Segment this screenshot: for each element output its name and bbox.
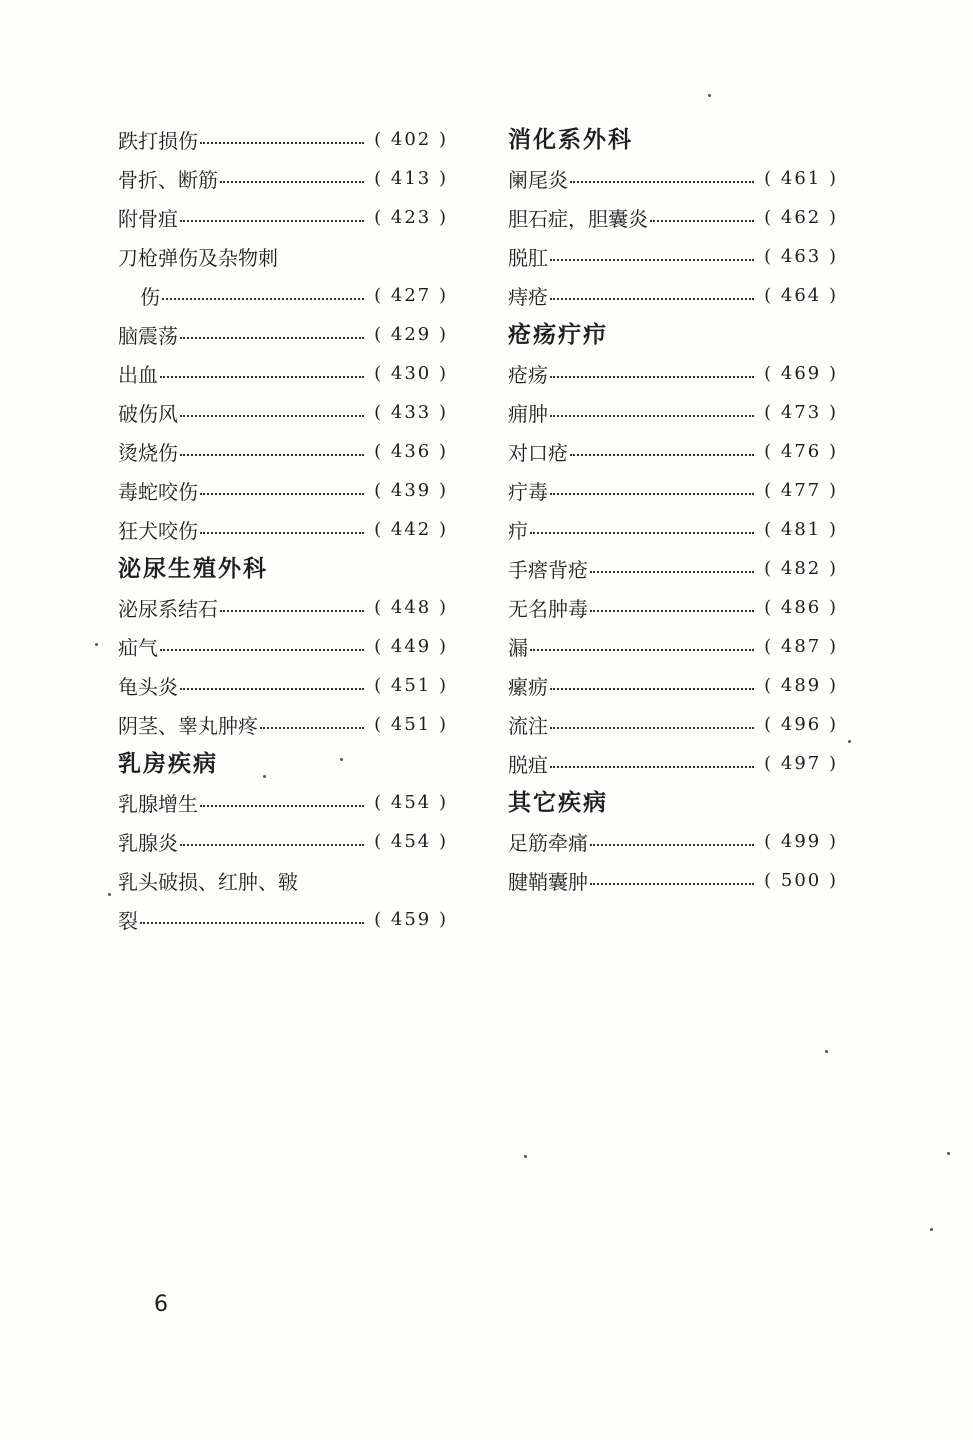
dot-leader: [570, 181, 754, 183]
toc-entry[interactable]: [118, 861, 448, 900]
toc-entry[interactable]: [118, 276, 448, 315]
toc-entry[interactable]: [508, 549, 838, 588]
toc-entry[interactable]: [118, 588, 448, 627]
entry-title: 手瘩背疮: [508, 558, 588, 582]
toc-entry[interactable]: [118, 822, 448, 861]
scan-speck: [263, 775, 266, 778]
entry-page-number: ( 459 ): [374, 909, 448, 930]
entry-page-number: ( 477 ): [764, 480, 838, 501]
entry-page-number: ( 427 ): [374, 285, 448, 306]
entry-title: 刀枪弹伤及杂物刺: [118, 246, 278, 270]
entry-title: 乳腺炎: [118, 831, 178, 855]
toc-entry[interactable]: [508, 627, 838, 666]
toc-entry[interactable]: [118, 432, 448, 471]
entry-title: 阑尾炎: [508, 168, 568, 192]
entry-title: 漏: [508, 636, 528, 660]
scan-speck: [825, 1050, 828, 1053]
toc-entry[interactable]: [508, 588, 838, 627]
dot-leader: [550, 727, 754, 729]
toc-entry[interactable]: [118, 900, 448, 939]
toc-entry[interactable]: [118, 393, 448, 432]
entry-title: 狂犬咬伤: [118, 519, 198, 543]
entry-page-number: ( 448 ): [374, 597, 448, 618]
dot-leader: [550, 688, 754, 690]
toc-entry[interactable]: [118, 315, 448, 354]
entry-title: 跌打损伤: [118, 129, 198, 153]
dot-leader: [220, 181, 364, 183]
toc-entry[interactable]: [508, 432, 838, 471]
entry-page-number: ( 429 ): [374, 324, 448, 345]
dot-leader: [180, 844, 364, 846]
dot-leader: [550, 415, 754, 417]
dot-leader: [200, 805, 364, 807]
entry-page-number: ( 489 ): [764, 675, 838, 696]
dot-leader: [550, 376, 754, 378]
dot-leader: [550, 493, 754, 495]
entry-title: 流注: [508, 714, 548, 738]
entry-page-number: ( 451 ): [374, 675, 448, 696]
entry-title: 伤: [140, 285, 160, 309]
entry-page-number: ( 413 ): [374, 168, 448, 189]
dot-leader: [200, 142, 364, 144]
dot-leader: [550, 298, 754, 300]
entry-title: 疮疡: [508, 363, 548, 387]
entry-page-number: ( 469 ): [764, 363, 838, 384]
entry-title: 足筋牵痛: [508, 831, 588, 855]
entry-title: 阴茎、睾丸肿疼: [118, 714, 258, 738]
scan-speck: [95, 643, 98, 646]
entry-title: 烫烧伤: [118, 441, 178, 465]
entry-title: 破伤风: [118, 402, 178, 426]
entry-title: 裂: [118, 909, 138, 933]
scan-speck: [947, 1152, 950, 1155]
toc-entry[interactable]: [508, 237, 838, 276]
entry-page-number: ( 473 ): [764, 402, 838, 423]
entry-title: 脑震荡: [118, 324, 178, 348]
entry-page-number: ( 454 ): [374, 792, 448, 813]
page-number: 6: [154, 1292, 168, 1317]
dot-leader: [590, 883, 754, 885]
entry-page-number: ( 499 ): [764, 831, 838, 852]
entry-page-number: ( 487 ): [764, 636, 838, 657]
entry-page-number: ( 454 ): [374, 831, 448, 852]
dot-leader: [180, 688, 364, 690]
dot-leader: [570, 454, 754, 456]
entry-page-number: ( 442 ): [374, 519, 448, 540]
entry-title: 脱疽: [508, 753, 548, 777]
entry-title: 脱肛: [508, 246, 548, 270]
scan-speck: [708, 94, 711, 97]
entry-title: 泌尿系结石: [118, 597, 218, 621]
dot-leader: [590, 844, 754, 846]
toc-entry[interactable]: [118, 705, 448, 744]
scan-speck: [524, 1155, 527, 1158]
dot-leader: [220, 610, 364, 612]
entry-page-number: ( 402 ): [374, 129, 448, 150]
toc-entry[interactable]: [508, 822, 838, 861]
dot-leader: [160, 649, 364, 651]
entry-page-number: ( 496 ): [764, 714, 838, 735]
entry-title: 胆石症，胆囊炎: [508, 207, 648, 231]
entry-page-number: ( 433 ): [374, 402, 448, 423]
section-heading: 泌尿生殖外科: [118, 555, 268, 582]
toc-entry[interactable]: [118, 471, 448, 510]
entry-title: 毒蛇咬伤: [118, 480, 198, 504]
entry-title: 乳头破损、红肿、皲: [118, 870, 298, 894]
toc-entry[interactable]: [118, 237, 448, 276]
dot-leader: [180, 220, 364, 222]
entry-page-number: ( 481 ): [764, 519, 838, 540]
toc-entry[interactable]: [118, 198, 448, 237]
entry-title: 附骨疽: [118, 207, 178, 231]
dot-leader: [180, 337, 364, 339]
entry-page-number: ( 482 ): [764, 558, 838, 579]
scan-speck: [930, 1228, 933, 1231]
entry-page-number: ( 436 ): [374, 441, 448, 462]
entry-page-number: ( 430 ): [374, 363, 448, 384]
toc-entry[interactable]: [118, 627, 448, 666]
entry-page-number: ( 461 ): [764, 168, 838, 189]
entry-page-number: ( 463 ): [764, 246, 838, 267]
toc-entry[interactable]: [508, 705, 838, 744]
entry-page-number: ( 451 ): [374, 714, 448, 735]
dot-leader: [260, 727, 364, 729]
toc-entry[interactable]: [508, 159, 838, 198]
dot-leader: [200, 493, 364, 495]
dot-leader: [550, 766, 754, 768]
entry-page-number: ( 497 ): [764, 753, 838, 774]
dot-leader: [180, 415, 364, 417]
toc-entry[interactable]: [508, 393, 838, 432]
entry-title: 对口疮: [508, 441, 568, 465]
entry-title: 骨折、断筋: [118, 168, 218, 192]
dot-leader: [650, 220, 754, 222]
toc-entry[interactable]: [118, 354, 448, 393]
toc-entry[interactable]: [508, 198, 838, 237]
entry-title: 腱鞘囊肿: [508, 870, 588, 894]
entry-title: 疔毒: [508, 480, 548, 504]
dot-leader: [162, 298, 364, 300]
toc-entry[interactable]: [118, 666, 448, 705]
toc-left-column: [118, 120, 448, 939]
toc-entry[interactable]: [508, 276, 838, 315]
entry-page-number: ( 464 ): [764, 285, 838, 306]
scan-speck: [848, 740, 851, 743]
section-heading: 疮疡疔疖: [508, 321, 608, 348]
scan-speck: [108, 893, 111, 896]
entry-page-number: ( 500 ): [764, 870, 838, 891]
dot-leader: [160, 376, 364, 378]
section-heading: 其它疾病: [508, 789, 608, 816]
entry-title: 痈肿: [508, 402, 548, 426]
dot-leader: [180, 454, 364, 456]
section-heading: 乳房疾病: [118, 750, 218, 777]
scan-speck: [340, 758, 343, 761]
dot-leader: [200, 532, 364, 534]
entry-title: 无名肿毒: [508, 597, 588, 621]
entry-title: 疖: [508, 519, 528, 543]
dot-leader: [530, 532, 754, 534]
toc-right-column: [508, 120, 838, 900]
toc-entry[interactable]: [508, 471, 838, 510]
entry-title: 出血: [118, 363, 158, 387]
toc-entry[interactable]: [508, 666, 838, 705]
entry-page-number: ( 462 ): [764, 207, 838, 228]
dot-leader: [550, 259, 754, 261]
toc-entry[interactable]: [508, 510, 838, 549]
dot-leader: [590, 571, 754, 573]
entry-title: 乳腺增生: [118, 792, 198, 816]
entry-title: 瘰疬: [508, 675, 548, 699]
entry-page-number: ( 423 ): [374, 207, 448, 228]
entry-page-number: ( 476 ): [764, 441, 838, 462]
dot-leader: [530, 649, 754, 651]
toc-entry[interactable]: [118, 159, 448, 198]
entry-page-number: ( 486 ): [764, 597, 838, 618]
entry-page-number: ( 449 ): [374, 636, 448, 657]
toc-entry[interactable]: [118, 783, 448, 822]
dot-leader: [140, 922, 364, 924]
entry-title: 疝气: [118, 636, 158, 660]
toc-entry[interactable]: [118, 510, 448, 549]
entry-title: 龟头炎: [118, 675, 178, 699]
section-heading: 消化系外科: [508, 126, 633, 153]
toc-entry[interactable]: [508, 354, 838, 393]
toc-entry[interactable]: [508, 861, 838, 900]
toc-entry[interactable]: [508, 744, 838, 783]
entry-page-number: ( 439 ): [374, 480, 448, 501]
dot-leader: [590, 610, 754, 612]
toc-entry[interactable]: [118, 120, 448, 159]
entry-title: 痔疮: [508, 285, 548, 309]
